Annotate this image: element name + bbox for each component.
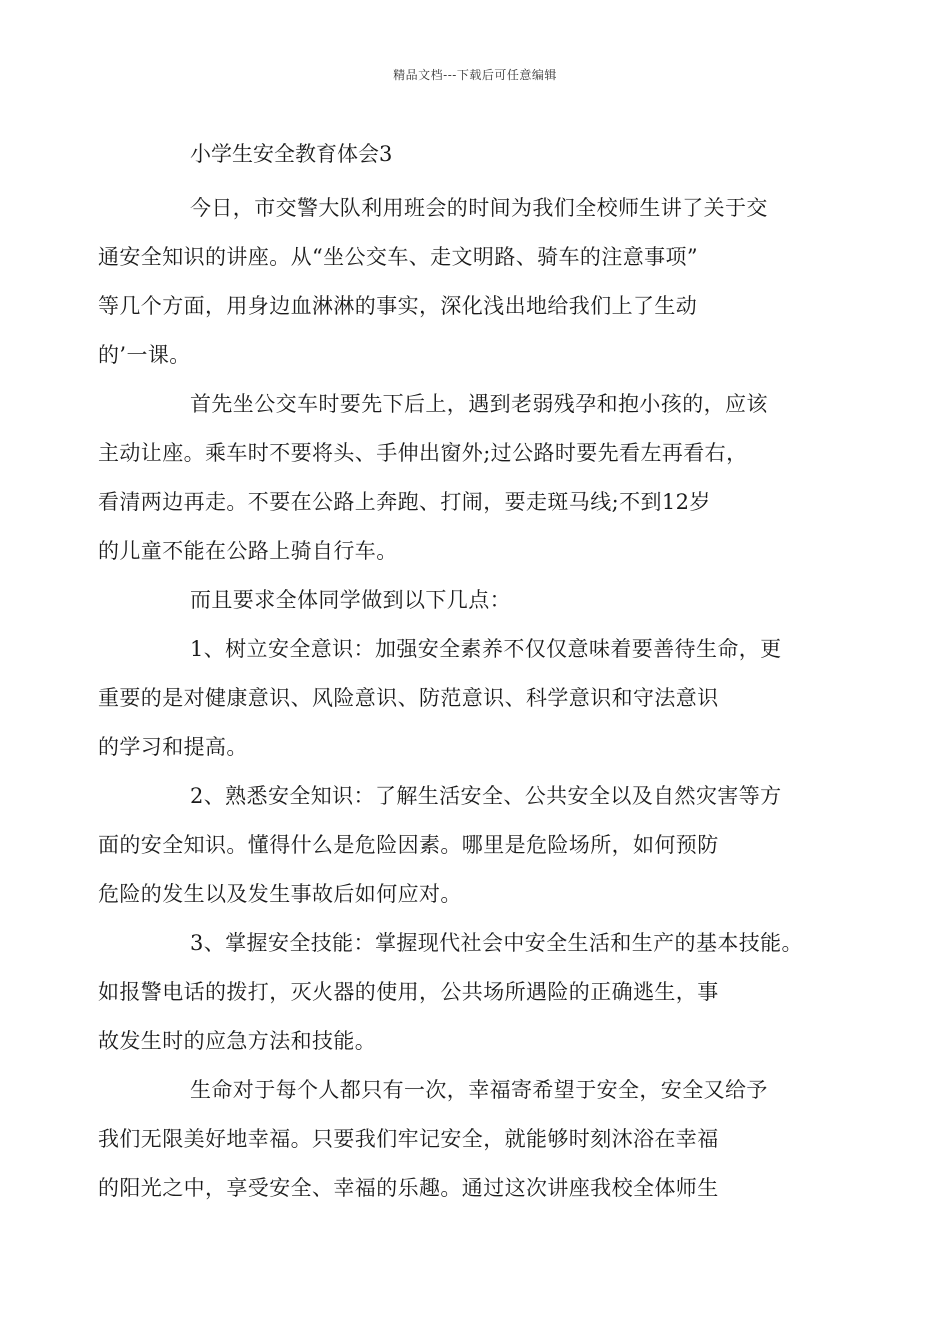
text-line: 如报警电话的拨打，灭火器的使用，公共场所遇险的正确逃生，事 [98, 980, 719, 1004]
text-line: 看清两边再走。不要在公路上奔跑、打闹，要走斑马线;不到12岁 [98, 490, 711, 514]
text-line: 主动让座。乘车时不要将头、手伸出窗外;过公路时要先看左再看右， [98, 441, 748, 465]
text-line: 危险的发生以及发生事故后如何应对。 [98, 882, 462, 906]
text-line: 的’一课。 [98, 343, 191, 367]
text-line: 而且要求全体同学做到以下几点： [190, 588, 511, 612]
document-body [98, 184, 820, 1213]
text-line: 的儿童不能在公路上骑自行车。 [98, 539, 398, 563]
text-line: 生命对于每个人都只有一次，幸福寄希望于安全，安全又给予 [190, 1078, 768, 1102]
paragraph [144, 576, 820, 625]
paragraph [98, 772, 820, 919]
paragraph [98, 184, 820, 380]
paragraph [98, 1066, 820, 1213]
text-line: 等几个方面，用身边血淋淋的事实，深化浅出地给我们上了生动 [98, 294, 698, 318]
paragraph [98, 625, 820, 772]
text-line: 2、熟悉安全知识：了解生活安全、公共安全以及自然灾害等方 [190, 784, 782, 808]
text-line: 1、树立安全意识：加强安全素养不仅仅意味着要善待生命，更 [190, 637, 782, 661]
text-line: 面的安全知识。懂得什么是危险因素。哪里是危险场所，如何预防 [98, 833, 719, 857]
paragraph [98, 380, 820, 576]
text-line: 首先坐公交车时要先下后上，遇到老弱残孕和抱小孩的，应该 [190, 392, 768, 416]
text-line: 故发生时的应急方法和技能。 [98, 1029, 377, 1053]
header-note: 精品文档---下载后可任意编辑 [393, 68, 557, 82]
text-line: 3、掌握安全技能：掌握现代社会中安全生活和生产的基本技能。 [190, 931, 803, 955]
paragraph [98, 919, 820, 1066]
text-line: 通安全知识的讲座。从“坐公交车、走文明路、骑车的注意事项” [98, 245, 699, 269]
text-line: 的学习和提高。 [98, 735, 248, 759]
text-line: 的阳光之中，享受安全、幸福的乐趣。通过这次讲座我校全体师生 [98, 1176, 719, 1200]
text-line: 我们无限美好地幸福。只要我们牢记安全，就能够时刻沐浴在幸福 [98, 1127, 719, 1151]
document-title: 小学生安全教育体会3 [190, 142, 393, 166]
text-line: 重要的是对健康意识、风险意识、防范意识、科学意识和守法意识 [98, 686, 719, 710]
text-line: 今日，市交警大队利用班会的时间为我们全校师生讲了关于交 [190, 196, 768, 220]
